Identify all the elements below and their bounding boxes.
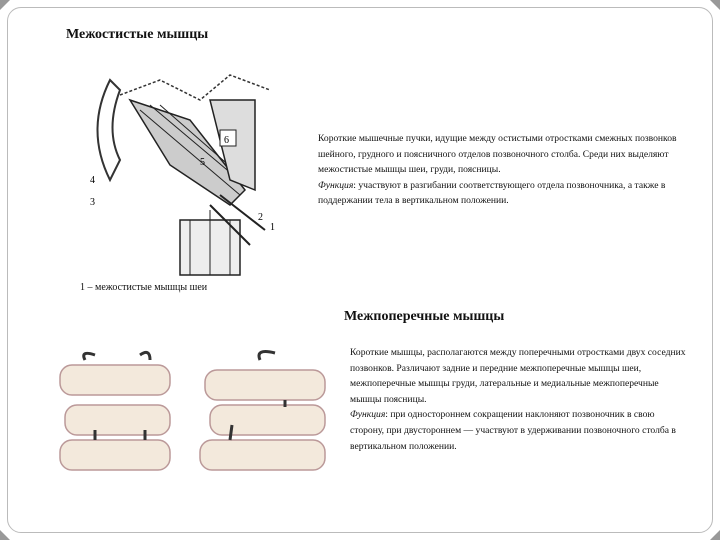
description-text: Короткие мышцы, располагаются между поперечными отростками двух соседних позвонков. Различают задние и передние межпоперечные мышцы шеи, межпоперечные мышцы груди, латеральные и медиальные межпоперечные мышцы поясницы. bbox=[350, 347, 686, 405]
interspinous-description bbox=[318, 131, 688, 209]
figure-label: 6 bbox=[224, 135, 229, 146]
corner-decoration bbox=[0, 530, 10, 540]
description-text: Короткие мышечные пучки, идущие между остистыми отростками смежных позвонков шейного, грудного и поясничного отделов позвоночного столба. Среди них выделяют межостистые мышцы шеи, груди, поясницы. bbox=[318, 133, 677, 176]
function-label: Функция bbox=[350, 409, 386, 421]
figure-label: 1 bbox=[270, 222, 275, 233]
figure-label: 3 bbox=[90, 197, 95, 208]
figure-label: 4 bbox=[90, 175, 95, 186]
section-title-interspinous: Межостистые мышцы bbox=[66, 27, 209, 42]
figure-label: 2 bbox=[258, 212, 263, 223]
intertransverse-description bbox=[350, 345, 690, 454]
function-text: : участвуют в разгибании соответствующего отдела позвоночника, а также в поддержании тела в вертикальном положении. bbox=[318, 179, 666, 207]
function-text: : при одностороннем сокращении наклоняют позвоночник в свою сторону, при двустороннем — участвуют в удерживании позвоночного столба в вертикальном положении. bbox=[350, 409, 676, 452]
corner-decoration bbox=[710, 0, 720, 10]
corner-decoration bbox=[0, 0, 10, 10]
function-label: Функция bbox=[318, 179, 354, 191]
corner-decoration bbox=[710, 530, 720, 540]
figure-label: 5 bbox=[200, 157, 205, 168]
figure-caption: 1 – межостистые мышцы шеи bbox=[80, 282, 208, 293]
section-title-intertransverse: Межпоперечные мышцы bbox=[344, 309, 505, 324]
intertransverse-muscles-illustration bbox=[50, 345, 340, 475]
interspinous-muscles-illustration bbox=[80, 70, 290, 280]
